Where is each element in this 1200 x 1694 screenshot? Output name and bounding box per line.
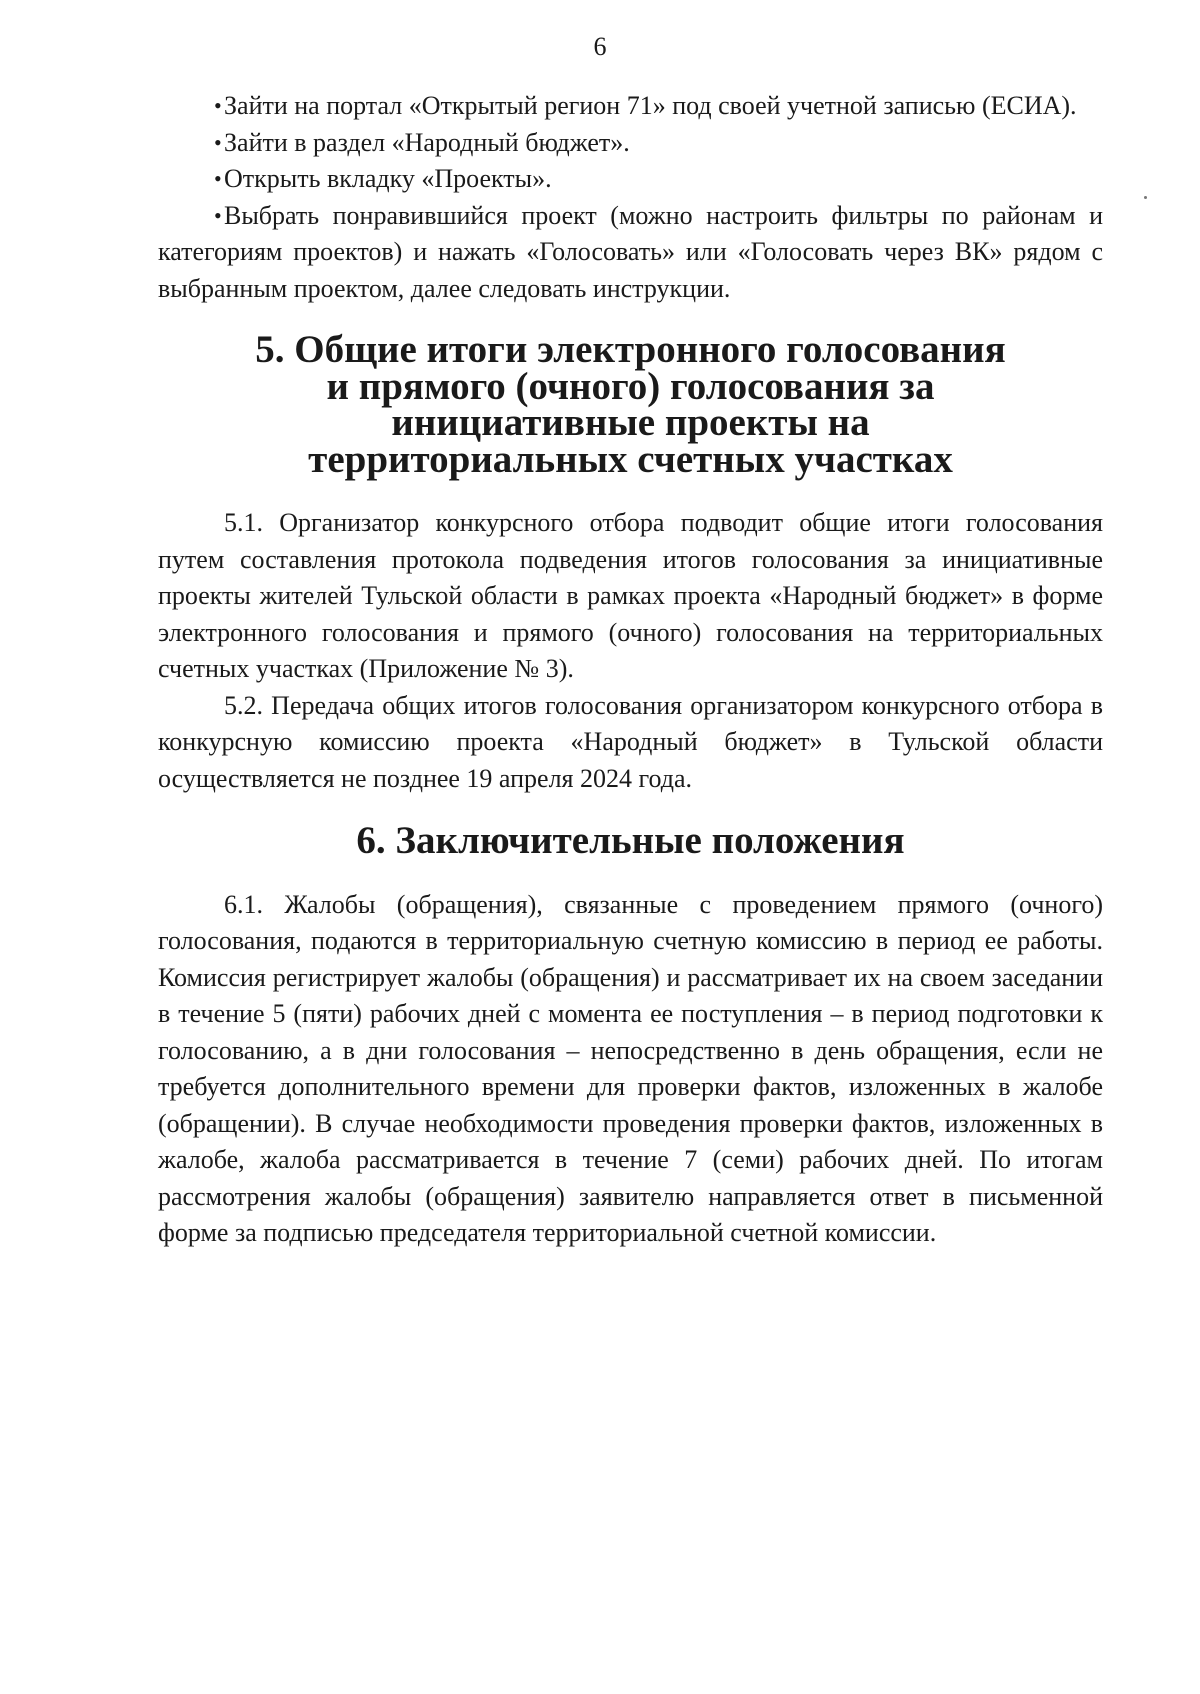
page-number: 6 xyxy=(593,32,607,61)
instruction-text: Зайти на портал «Открытый регион 71» под своей учетной записью (ЕСИА). xyxy=(224,91,1077,120)
paragraph-5-1: 5.1. Организатор конкурсного отбора подводит общие итоги голосования путем составления протокола подведения итогов голосования за инициативные проекты жителей Тульской области в рамках проекта «Народный бюджет» в форме электронного голосования и прямого (очного) голосования на территориальных счетных участках (Приложение № 3). xyxy=(158,508,1103,683)
document-body xyxy=(158,88,1103,1252)
bullet-icon: • xyxy=(214,202,222,228)
paragraph-5-2: 5.2. Передача общих итогов голосования организатором конкурсного отбора в конкурсную комиссию проекта «Народный бюджет» в Тульской области осуществляется не позднее 19 апреля 2024 года. xyxy=(158,690,1103,793)
instruction-item xyxy=(158,161,1103,198)
instruction-text: Зайти в раздел «Народный бюджет». xyxy=(224,127,630,157)
paragraph-6-1: 6.1. Жалобы (обращения), связанные с проведением прямого (очного) голосования, подаются в территориальную счетную комиссию в период ее работы. Комиссия регистрирует жалобы (обращения) и рассматривает их на своем заседании в течение 5 (пяти) рабочих дней с момента ее поступления – в период подготовки к голосованию, а в дни голосования – непосредственно в день обращения, если не требуется дополнительного времени для проверки фактов, изложенных в жалобе (обращении). В случае необходимости проведения проверки фактов, изложенных в жалобе, жалоба рассматривается в течение 7 (семи) рабочих дней. По итогам рассмотрения жалобы (обращения) заявителю направляется ответ в письменной форме за подписью председателя территориальной счетной комиссии. xyxy=(158,889,1103,1247)
section-6-heading: 6. Заключительные положения xyxy=(356,819,905,862)
section-5-heading: 5. Общие итоги электронного голосования и прямого (очного) голосования за инициативные проекты на территориальных счетных участках xyxy=(255,328,1006,481)
instruction-item xyxy=(158,88,1103,125)
voting-instructions-list xyxy=(158,88,1103,307)
bullet-icon: • xyxy=(214,129,222,155)
bullet-icon: • xyxy=(214,166,222,191)
instruction-text: Выбрать понравившийся проект (можно настроить фильтры по районам и категориям проектов) и нажать «Голосовать» или «Голосовать через ВК» рядом с выбранным проектом, далее следовать инструкции. xyxy=(158,200,1103,303)
scan-speck xyxy=(1144,196,1147,199)
instruction-text: Открыть вкладку «Проекты». xyxy=(224,164,552,193)
instruction-item xyxy=(158,125,1103,162)
instruction-item xyxy=(158,198,1103,308)
bullet-icon: • xyxy=(214,93,222,118)
